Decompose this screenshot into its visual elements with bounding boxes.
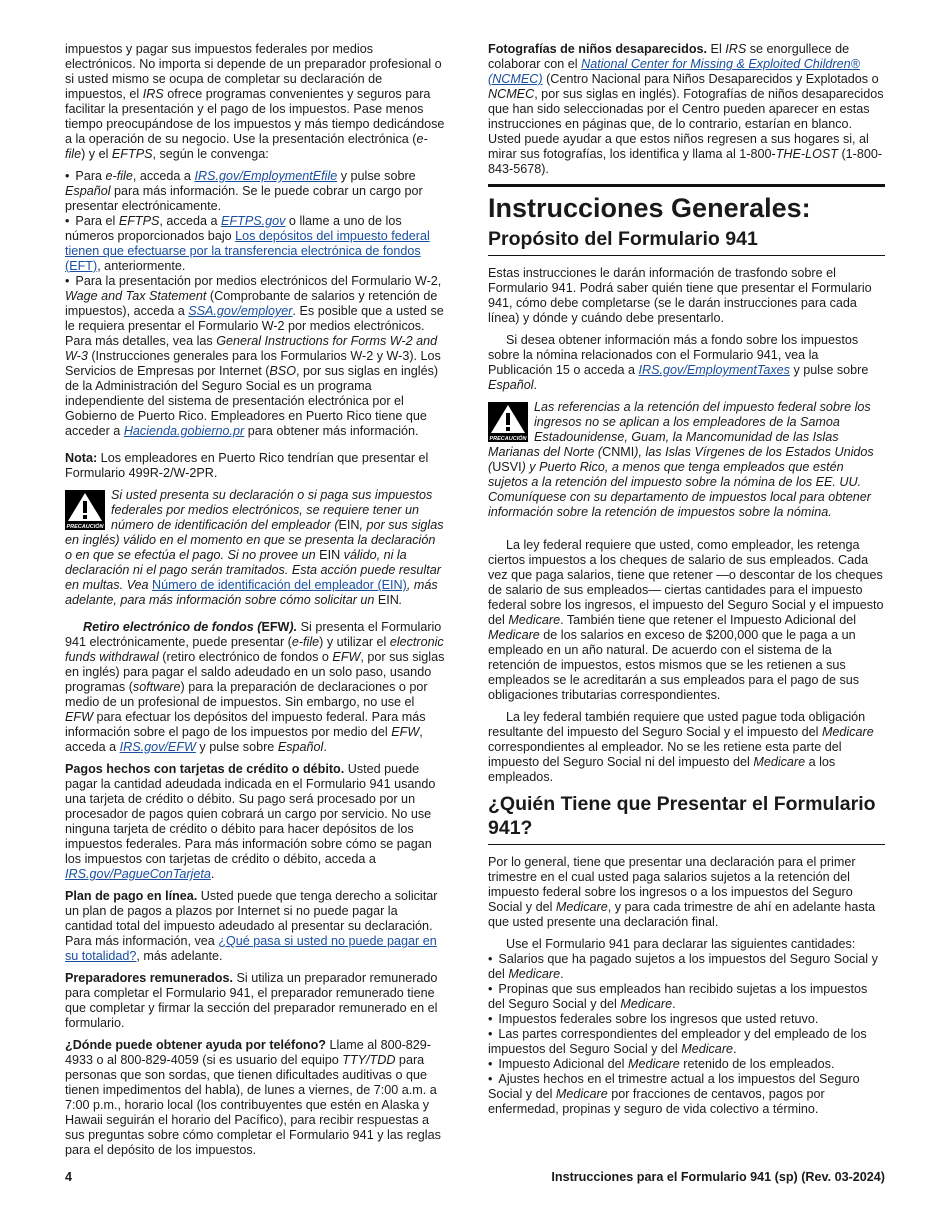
list-item: • Impuestos federales sobre los ingresos que usted retuvo. xyxy=(488,1012,885,1027)
link-cant-pay[interactable]: ¿Qué pasa si usted no puede pagar en su totalidad? xyxy=(65,934,437,963)
federal-law-paragraph-2: La ley federal también requiere que usted pague toda obligación resultante del impuesto del Seguro Social y el impuesto del Medicare correspondientes al empleador. No se les retiene esta parte del impuesto del Seguro Social ni del impuesto del Medicare a los empleados. xyxy=(488,710,874,784)
page-title: Instrucciones Generales: xyxy=(488,184,885,223)
section-heading-who-must-file: ¿Quién Tiene que Presentar el Formulario 941? xyxy=(488,792,885,845)
page-number: 4 xyxy=(65,1170,73,1184)
link-eft-deposits[interactable]: Los depósitos del impuesto federal tienen que efectuarse por la transferencia electrónica de fondos (EFT) xyxy=(65,229,430,273)
link-hacienda[interactable]: Hacienda.gobierno.pr xyxy=(123,424,245,438)
caution-icon xyxy=(65,490,105,530)
bullet-w2: • Para la presentación por medios electrónicos del Formulario W-2, Wage and Tax Statement (Comprobante de salarios y retención de impuestos), acceda a SSA.gov/employer. Es posible que a usted se le requiera presentar el Formulario W-2 por medios electrónicos. Para más detalles, vea las General Instructions for Forms W-2 and W-3 (Instrucciones generales para los Formularios W-2 y W-3). Los Servicios de Empresas por Internet (BSO, por sus siglas en inglés) de la Administración del Seguro Social es un programa independiente del sistema de presentación electrónica por el Gobierno de Puerto Rico. Empleadores en Puerto Rico tiene que acceder a Hacienda.gobierno.pr para obtener más información. xyxy=(65,274,445,439)
missing-children-paragraph: Fotografías de niños desaparecidos. El IRS se enorgullece de colaborar con el National Center for Missing & Exploited Children® (NCMEC) (Centro Nacional para Niños Desaparecidos y Explotados o NCMEC, por sus siglas en inglés). Fotografías de niños desaparecidos que han sido seleccionadas por el Centro pueden aparecer en estas instrucciones en páginas que, de lo contrario, estarían en blanco. Usted puede ayudar a que estos niños regresen a sus hogares si, al mirar sus fotografías, los identifica y llama al 1-800-THE-LOST (1-800-843-5678). xyxy=(488,42,884,176)
caution-icon xyxy=(488,402,528,442)
caution-box-territories: PRECAUCIÓN Las referencias a la retención del impuesto federal sobre los ingresos no se aplican a los empleadores de la Samoa Estadounidense, Guam, la Mancomunidad de las Islas Marianas del Norte (CNMI), las Islas Vírgenes de los Estados Unidos (USVI) y Puerto Rico, a menos que tenga empleados que estén sujetos a la retención del impuesto sobre la nómina de los EE. UU. Comuníquese con su departamento de impuestos local para obtener información sobre la retención de impuestos sobre la nómina. xyxy=(488,400,874,519)
payment-plan-paragraph: Plan de pago en línea. Usted puede que tenga derecho a solicitar un plan de pagos a plazos por Internet si no puede pagar la cantidad total del impuesto adeudado al presentar su declaración. Para más información, vea ¿Qué pasa si usted no puede pagar en su totalidad?, más adelante. xyxy=(65,889,438,963)
list-item: • Propinas que sus empleados han recibido sujetas a los impuestos del Seguro Social y del Medicare. xyxy=(488,982,885,1012)
link-irs-efw[interactable]: IRS.gov/EFW xyxy=(119,740,196,754)
link-ein[interactable]: Número de identificación del empleador (EIN) xyxy=(152,578,407,592)
link-employment-efile[interactable]: IRS.gov/EmploymentEfile xyxy=(194,169,338,183)
svg-text:PRECAUCIÓN: PRECAUCIÓN xyxy=(66,524,104,530)
right-column xyxy=(488,42,885,1117)
bullet-eftps: • Para el EFTPS, acceda a EFTPS.gov o llame a uno de los números proporcionados bajo Los depósitos del impuesto federal tienen que efectuarse por la transferencia electrónica de fondos (EFT), anteriormente. xyxy=(65,214,445,274)
section-heading-purpose: Propósito del Formulario 941 xyxy=(488,227,885,256)
paid-preparers-paragraph: Preparadores remunerados. Si utiliza un preparador remunerado para completar el Formulario 941, el preparador remunerado tiene que completar y firmar la sección del preparador remunerado en el formulario. xyxy=(65,971,438,1030)
left-column xyxy=(65,42,445,1165)
svg-text:PRECAUCIÓN: PRECAUCIÓN xyxy=(489,436,527,442)
list-item: • Impuesto Adicional del Medicare retenido de los empleados. xyxy=(488,1057,885,1072)
list-item: • Salarios que ha pagado sujetos a los impuestos del Seguro Social y del Medicare. xyxy=(488,952,885,982)
purpose-paragraph-2: Si desea obtener información más a fondo sobre los impuestos sobre la nómina relacionados con el Formulario 941, vea la Publicación 15 o acceda a IRS.gov/EmploymentTaxes y pulse sobre Español. xyxy=(488,333,869,392)
footer-title: Instrucciones para el Formulario 941 (sp) (Rev. 03-2024) xyxy=(551,1170,885,1184)
purpose-paragraph-1: Estas instrucciones le darán información de trasfondo sobre el Formulario 941. Podrá saber quién tiene que presentar el Formulario 941, cómo debe completarse (se le darán instrucciones para cada línea) y dónde y cuándo debe presentarlo. xyxy=(488,266,872,325)
efw-paragraph: Retiro electrónico de fondos (EFW). Si presenta el Formulario 941 electrónicamente, puede presentar (e-file) y utilizar el electronic funds withdrawal (retiro electrónico de fondos o EFW, por sus siglas en inglés) para pagar el saldo adeudado en un solo paso, usando programas (software) para la preparación de declaraciones o por medio de un profesional de impuestos. Sin embargo, no use el EFW para efectuar los depósitos del impuesto federal. Para más información sobre el pago de los impuestos por medio del EFW, acceda a IRS.gov/EFW y pulse sobre Español. xyxy=(65,620,445,754)
bullet-efile: • Para e-file, acceda a IRS.gov/EmploymentEfile y pulse sobre Español para más información. Se le puede cobrar un cargo por presentar electrónicamente. xyxy=(65,169,445,214)
link-employment-taxes[interactable]: IRS.gov/EmploymentTaxes xyxy=(638,363,790,377)
link-eftps[interactable]: EFTPS.gov xyxy=(221,214,286,228)
link-ssa-employer[interactable]: SSA.gov/employer xyxy=(188,304,293,318)
who-paragraph-2: Use el Formulario 941 para declarar las siguientes cantidades: xyxy=(506,937,856,951)
phone-help-paragraph: ¿Dónde puede obtener ayuda por teléfono? Llame al 800-829-4933 o al 800-829-4059 (si es usuario del equipo TTY/TDD para personas que son sordas, que tienen dificultades auditivas o que tienen impedimentos del habla), de lunes a viernes, de 7:00 a.m. a 7:00 p.m., horario local (los contribuyentes que estén en Alaska y Hawaii seguirán el horario del Pacífico), para recibir respuestas a sus preguntas sobre cómo completar el Formulario 941 y las reglas para el depósito de los impuestos. xyxy=(65,1038,441,1157)
link-pague-con-tarjeta[interactable]: IRS.gov/PagueConTarjeta xyxy=(65,867,211,881)
intro-paragraph: impuestos y pagar sus impuestos federales por medios electrónicos. No importa si depende de un preparador profesional o si usted mismo se ocupa de completar su declaración de impuestos, el IRS ofrece programas convenientes y seguros para facilitar la presentación y el pago de los impuestos. Pase menos tiempo preocupándose de los impuestos y más tiempo dedicándose a la operación de su negocio. Use la presentación electrónica (e-file) y el EFTPS, según le convenga: xyxy=(65,42,445,161)
caution-box-ein: PRECAUCIÓN Si usted presenta su declaración o si paga sus impuestos federales por medios electrónicos, se requiere tener un número de identificación del empleador (EIN, por sus siglas en inglés) válido en el momento en que se presenta la declaración o en que se efectúa el pago. Si no provee un EIN válido, ni la declaración ni el pago serán tramitados. Esta acción puede resultar en multas. Vea Número de identificación del empleador (EIN), más adelante, para más información sobre cómo solicitar un EIN. xyxy=(65,488,444,607)
note-paragraph: Nota: Los empleadores en Puerto Rico tendrían que presentar el Formulario 499R-2/W-2PR. xyxy=(65,451,429,480)
list-item: • Las partes correspondientes del empleador y del empleado de los impuestos del Seguro Social y del Medicare. xyxy=(488,1027,885,1057)
card-paragraph: Pagos hechos con tarjetas de crédito o débito. Usted puede pagar la cantidad adeudada indicada en el Formulario 941 usando una tarjeta de crédito o débito. Su pago será procesado por un procesador de pagos quien cobrará un cargo por servicio. No use ninguna tarjeta de crédito o débito para hacer depósitos de los impuestos federales. Para más información sobre cómo se pagan los impuestos con tarjetas de crédito o débito, acceda a IRS.gov/PagueConTarjeta. xyxy=(65,762,436,881)
federal-law-paragraph-1: La ley federal requiere que usted, como empleador, les retenga ciertos impuestos a los cheques de salario de sus empleados. Cada vez que paga salarios, tiene que retener —o descontar de los cheques de salario de sus empleados— ciertas cantidades para el impuesto federal sobre los ingresos, el impuesto del Seguro Social y el impuesto del Medicare. También tiene que retener el Impuesto Adicional del Medicare de los salarios en exceso de $200,000 que le paga a un empleado en un año natural. De acuerdo con el sistema de la retención de impuestos, estos mismos que se les retienen a sus empleados se le acreditarán a sus empleados para el pago de sus obligaciones tributarias correspondientes. xyxy=(488,538,884,702)
link-ncmec[interactable]: National Center for Missing & Exploited Children® (NCMEC) xyxy=(488,57,860,86)
list-item: • Ajustes hechos en el trimestre actual a los impuestos del Seguro Social y del Medicare por fracciones de centavos, pagos por enfermedad, propinas y seguro de vida colectivo a término. xyxy=(488,1072,885,1117)
who-paragraph-1: Por lo general, tiene que presentar una declaración para el primer trimestre en el cual usted paga salarios sujetos a la retención del impuesto federal sobre los ingresos o a los impuestos del Seguro Social y del Medicare, y para cada trimestre de ahí en adelante hasta que usted presente una declaración final. xyxy=(488,855,876,929)
